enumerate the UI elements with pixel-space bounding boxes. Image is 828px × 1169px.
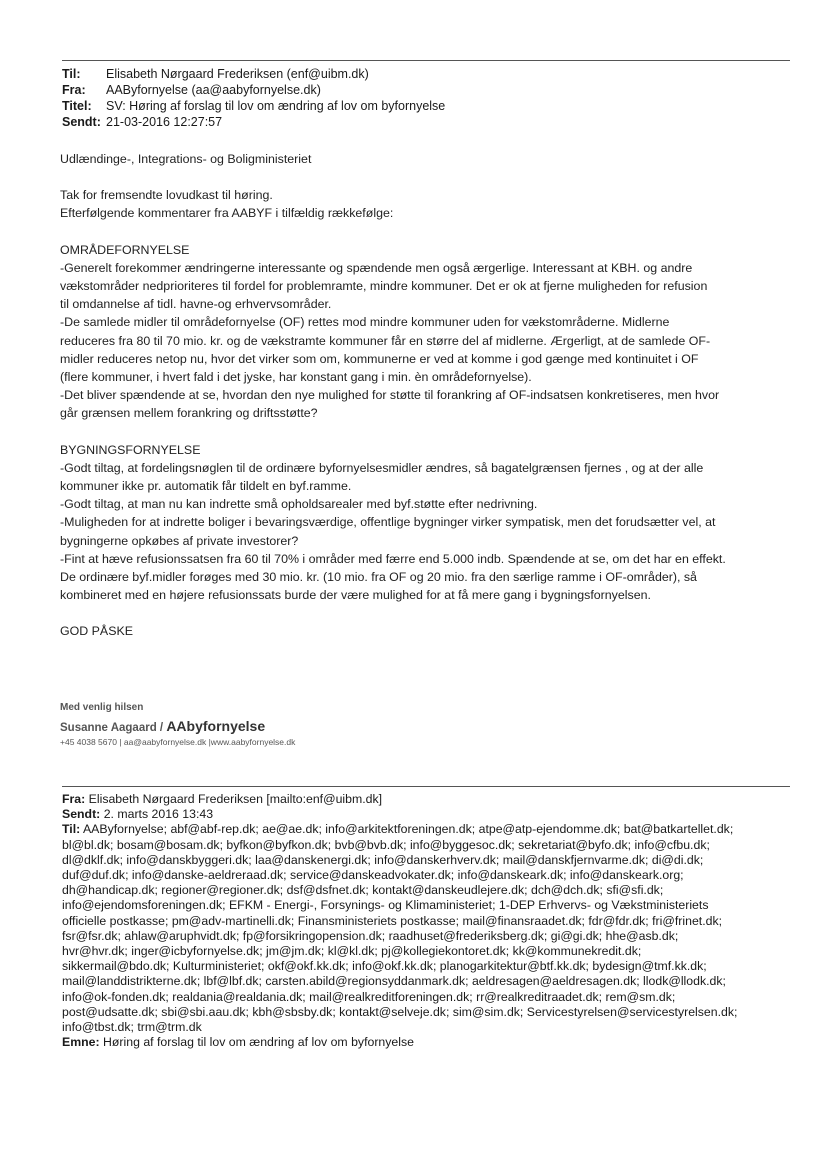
section1-line: -Generelt forekommer ændringerne interessante og spændende men også ærgerlige. Interessant at KBH. og andre — [60, 260, 693, 275]
fwd-subject-label: Emne: — [62, 1035, 100, 1050]
fwd-subject-row — [62, 1035, 802, 1050]
section2-line: kombineret med en højere refusionssats burde der være mulighed for at få mere gang i bygningsfornyelsen. — [60, 588, 651, 603]
intro-line: Efterfølgende kommentarer fra AABYF i tilfældig rækkefølge: — [60, 206, 394, 221]
to-label: Til: — [62, 67, 81, 81]
fwd-to-line: dl@dklf.dk; info@danskbyggeri.dk; laa@danskenergi.dk; info@danskerhverv.dk; mail@danskfjernvarme.dk; di@di.dk; — [62, 852, 704, 867]
to-value: Elisabeth Nørgaard Frederiksen (enf@uibm.dk) — [106, 67, 369, 81]
signature-greeting: Med venlig hilsen — [60, 702, 144, 713]
fwd-to-line: AAByfornyelse; abf@abf-rep.dk; ae@ae.dk; info@arkitektforeningen.dk; atpe@atp-ejendomme.dk; bat@batkartellet.dk; — [82, 822, 734, 837]
section2-line: De ordinære byf.midler forøges med 30 mio. kr. (10 mio. fra OF og 20 mio. fra den særlige ramme i OF-områder), så — [60, 570, 697, 585]
sent-label: Sendt: — [62, 115, 101, 129]
section2-line: -Godt tiltag, at man nu kan indrette små opholdsarealer med byf.støtte efter nedrivning. — [60, 497, 538, 512]
fwd-to-line: sikkermail@bdo.dk; Kulturministeriet; okf@okf.kk.dk; info@okf.kk.dk; planogarkitektur@btf.kk.dk; bydesign@tmf.kk.dk; — [62, 959, 707, 974]
fwd-to-line: mail@landdistrikterne.dk; lbf@lbf.dk; carsten.abild@regionsyddanmark.dk; aeldresagen@aeldresagen.dk; llodk@llodk.dk; — [62, 974, 726, 989]
section1-line: -De samlede midler til områdefornyelse (OF) rettes mod mindre kommuner uden for vækstområderne. Midlerne — [60, 315, 670, 330]
fwd-to-line: duf@duf.dk; info@danske-aeldreraad.dk; service@danskeadvokater.dk; info@danskeark.dk; info@danskeark.org; — [62, 868, 684, 883]
fwd-to-line: info@ok-fonden.dk; realdania@realdania.dk; mail@realkreditforeningen.dk; rr@realkreditraadet.dk; rem@sm.dk; — [62, 989, 676, 1004]
email-body — [60, 150, 790, 641]
section1-line: midler reduceres netop nu, hvor det virker som om, kommunerne er ved at komme i god gænge med kontinuitet i OF — [60, 351, 699, 366]
fwd-from-value: Elisabeth Nørgaard Frederiksen [mailto:enf@uibm.dk] — [88, 792, 383, 806]
email-header — [62, 66, 445, 130]
forwarded-header — [62, 792, 802, 1050]
header-title-row — [62, 98, 445, 114]
section1-line: går grænsen mellem forankring og driftsstøtte? — [60, 406, 318, 421]
section2-line: bygningerne opkøbes af private investorer? — [60, 533, 299, 548]
fwd-to-line: hvr@hvr.dk; inger@icbyfornyelse.dk; jm@jm.dk; kl@kl.dk; pj@kollegiekontoret.dk; kk@kommunekredit.dk; — [62, 944, 642, 959]
title-label: Titel: — [62, 99, 92, 113]
fwd-to-line: info@tbst.dk; trm@trm.dk — [62, 1020, 202, 1035]
fwd-sent-value: 2. marts 2016 13:43 — [103, 807, 214, 822]
from-label: Fra: — [62, 83, 86, 97]
section2-line: kommuner ikke pr. automatik får tildelt en byf.ramme. — [60, 479, 352, 494]
from-value: AAByfornyelse (aa@aabyfornyelse.dk) — [106, 83, 321, 97]
fwd-sent-row — [62, 807, 802, 822]
fwd-to-line: info@ejendomsforeningen.dk; EFKM - Energi-, Forsynings- og Klimaministeriet; 1-DEP Erhvervs- og Vækstministeriets — [62, 898, 709, 913]
signature-org: AAbyfornyelse — [166, 718, 266, 734]
header-sent-row — [62, 114, 445, 130]
header-to-row — [62, 66, 445, 82]
fwd-to-line: officielle postkasse; pm@adv-martinelli.dk; Finansministeriets postkasse; mail@finansraadet.dk; fdr@fdr.dk; fri@frinet.dk; — [62, 913, 723, 928]
fwd-from-label: Fra: — [62, 792, 86, 806]
signature-name: Susanne Aagaard / — [60, 722, 164, 734]
section1-line: (flere kommuner, i hvert fald i det jyske, har konstant gang i min. èn områdefornyelse). — [60, 370, 532, 385]
recipient-line: Udlændinge-, Integrations- og Boligministeriet — [60, 152, 312, 166]
title-value: SV: Høring af forslag til lov om ændring af lov om byfornyelse — [106, 99, 446, 113]
intro-line: Tak for fremsendte lovudkast til høring. — [60, 188, 273, 203]
section1-line: til omdannelse af tidl. havne-og erhvervsområder. — [60, 297, 332, 312]
fwd-sent-label: Sendt: — [62, 807, 101, 822]
forward-divider — [62, 786, 790, 787]
section2-line: -Godt tiltag, at fordelingsnøglen til de ordinære byfornyelsesmidler ændres, så bagatelgrænsen fjernes , og at der alle — [60, 460, 704, 475]
section2-line: -Fint at hæve refusionssatsen fra 60 til 70% i områder med færre end 5.000 indb. Spændende at se, om det har en effekt. — [60, 551, 726, 566]
top-divider — [62, 60, 790, 61]
fwd-to-line: dh@handicap.dk; regioner@regioner.dk; dsf@dsfnet.dk; kontakt@danskeudlejere.dk; dch@dch.dk; sfi@sfi.dk; — [62, 883, 664, 898]
signature-contact: +45 4038 5670 | aa@aabyfornyelse.dk |www.aabyfornyelse.dk — [60, 737, 296, 747]
header-from-row — [62, 82, 445, 98]
signature-name-line — [60, 718, 295, 734]
fwd-to-row — [62, 822, 802, 837]
section2-line: -Muligheden for at indrette boliger i bevaringsværdige, offentlige bygninger virker sympatisk, men det forudsætter vel, at — [60, 515, 716, 530]
fwd-subject-value: Høring af forslag til lov om ændring af lov om byfornyelse — [103, 1035, 414, 1050]
section1-line: reduceres fra 80 til 70 mio. kr. og de vækstramte kommuner får en større del af midlerne. Ærgerligt, at de samlede OF- — [60, 333, 711, 348]
fwd-to-line: bl@bl.dk; bosam@bosam.dk; byfkon@byfkon.dk; bvb@bvb.dk; info@byggesoc.dk; sekretariat@byfo.dk; info@cfbu.dk; — [62, 837, 710, 852]
sent-value: 21-03-2016 12:27:57 — [106, 115, 223, 129]
email-signature — [60, 702, 295, 747]
closing-line: GOD PÅSKE — [60, 624, 133, 639]
fwd-to-line: post@udsatte.dk; sbi@sbi.aau.dk; kbh@sbsby.dk; kontakt@selveje.dk; sim@sim.dk; Servicestyrelsen@servicestyrelsen.dk; — [62, 1004, 738, 1019]
fwd-to-label: Til: — [62, 822, 81, 837]
section-heading-bygningsfornyelse: BYGNINGSFORNYELSE — [60, 442, 201, 457]
fwd-from-row — [62, 792, 802, 807]
section1-line: vækstområder nedprioriteres til fordel for problemramte, mindre kommuner. Det er ok at fjerne muligheden for refusion — [60, 279, 708, 294]
fwd-to-line: fsr@fsr.dk; ahlaw@aruphvidt.dk; fp@forsikringopension.dk; raadhuset@frederiksberg.dk; gi@gi.dk; hhe@asb.dk; — [62, 928, 679, 943]
section1-line: -Det bliver spændende at se, hvordan den nye mulighed for støtte til forankring af OF-indsatsen konkretiseres, men hvor — [60, 388, 720, 403]
section-heading-omraadefornyelse: OMRÅDEFORNYELSE — [60, 242, 190, 257]
